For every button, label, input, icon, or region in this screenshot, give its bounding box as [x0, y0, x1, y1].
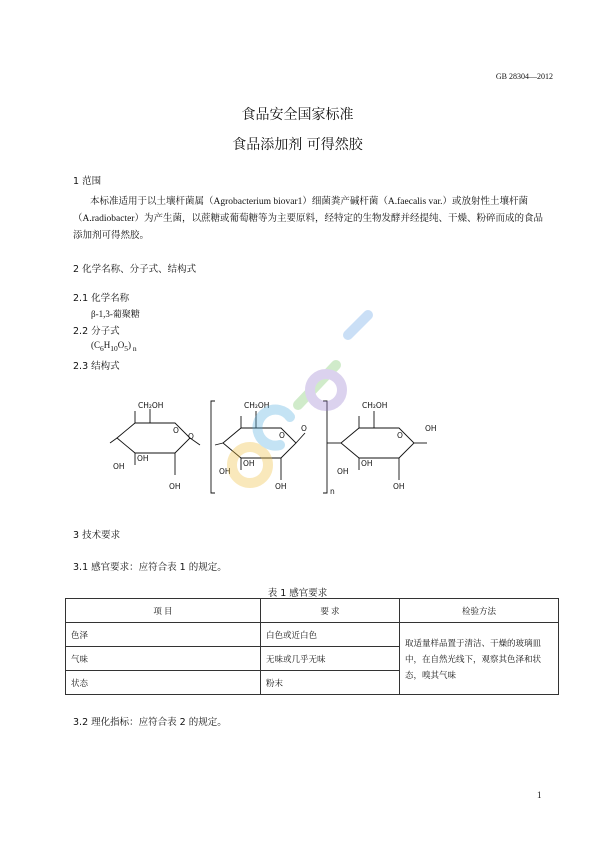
oh-label-6: OH — [275, 482, 287, 491]
header-requirement: 要 求 — [261, 599, 400, 623]
oh-label-8: OH — [361, 459, 373, 468]
section-3-2-text: 3.2 理化指标：应符合表 2 的规定。 — [73, 717, 227, 728]
sensory-requirements-table — [65, 598, 559, 695]
ring-o-3: O — [397, 431, 403, 440]
ch2oh-label-1: CH₂OH — [138, 401, 164, 410]
document-title: 食品安全国家标准 — [241, 107, 354, 123]
chemical-name: β-1,3-葡聚糖 — [91, 309, 140, 319]
row-requirement: 无味或几乎无味 — [261, 647, 400, 671]
ring-o-2: O — [279, 431, 285, 440]
link-o-1: O — [188, 432, 194, 441]
oh-label-7: OH — [337, 467, 349, 476]
oh-label-3: OH — [169, 482, 181, 491]
header-method: 检验方法 — [400, 599, 559, 623]
method-cell: 取适量样品置于清洁、干燥的玻璃皿中，在自然光线下，观察其色泽和状态，嗅其气味 — [400, 623, 559, 695]
section-3-heading: 3 技术要求 — [73, 530, 121, 541]
link-o-2: O — [301, 424, 307, 433]
header-item: 项 目 — [66, 599, 261, 623]
row-item: 状态 — [66, 671, 261, 695]
ch2oh-label-2: CH₂OH — [244, 401, 270, 410]
oh-label-1: OH — [113, 462, 125, 471]
table-1-caption: 表 1 感官要求 — [267, 588, 328, 599]
document-subtitle: 食品添加剂 可得然胶 — [232, 137, 363, 153]
oh-label-2: OH — [137, 454, 149, 463]
section-2-2-heading: 2.2 分子式 — [73, 326, 120, 337]
page-number: 1 — [537, 790, 542, 800]
row-item: 气味 — [66, 647, 261, 671]
section-3-1-text: 3.1 感官要求：应符合表 1 的规定。 — [73, 562, 227, 573]
section-1-heading: 1 范围 — [73, 176, 102, 187]
ring-o-1: O — [173, 426, 179, 435]
section-2-heading: 2 化学名称、分子式、结构式 — [73, 264, 197, 275]
table-header-row — [66, 599, 559, 623]
oh-label-4: OH — [219, 467, 231, 476]
section-1-text: 本标准适用于以土壤杆菌属（Agrobacterium biovar1）细菌粪产碱杆菌（A.faecalis var.）或放射性土壤杆菌（A.radiobacter）为产生菌，以蔗糖或葡萄糖等为主要原料，经特定的生物发酵并经提纯、干燥、粉碎而成的食品添加剂可得然胶。 — [73, 197, 543, 241]
terminal-oh: OH — [425, 424, 437, 433]
cloud-watermark — [218, 305, 388, 500]
section-2-3-heading: 2.3 结构式 — [73, 361, 120, 372]
section-2-1-heading: 2.1 化学名称 — [73, 293, 130, 304]
table-row — [66, 623, 559, 647]
row-item: 色泽 — [66, 623, 261, 647]
row-requirement: 白色或近白色 — [261, 623, 400, 647]
oh-label-9: OH — [393, 482, 405, 491]
oh-label-5: OH — [243, 459, 255, 468]
molecular-formula: $(C_6H_{10}O_5)$ $_n$ — [91, 340, 137, 353]
standard-number: GB 28304—2012 — [495, 72, 553, 81]
ch2oh-label-3: CH₂OH — [362, 401, 388, 410]
repeat-n: n — [330, 487, 335, 496]
row-requirement: 粉末 — [261, 671, 400, 695]
